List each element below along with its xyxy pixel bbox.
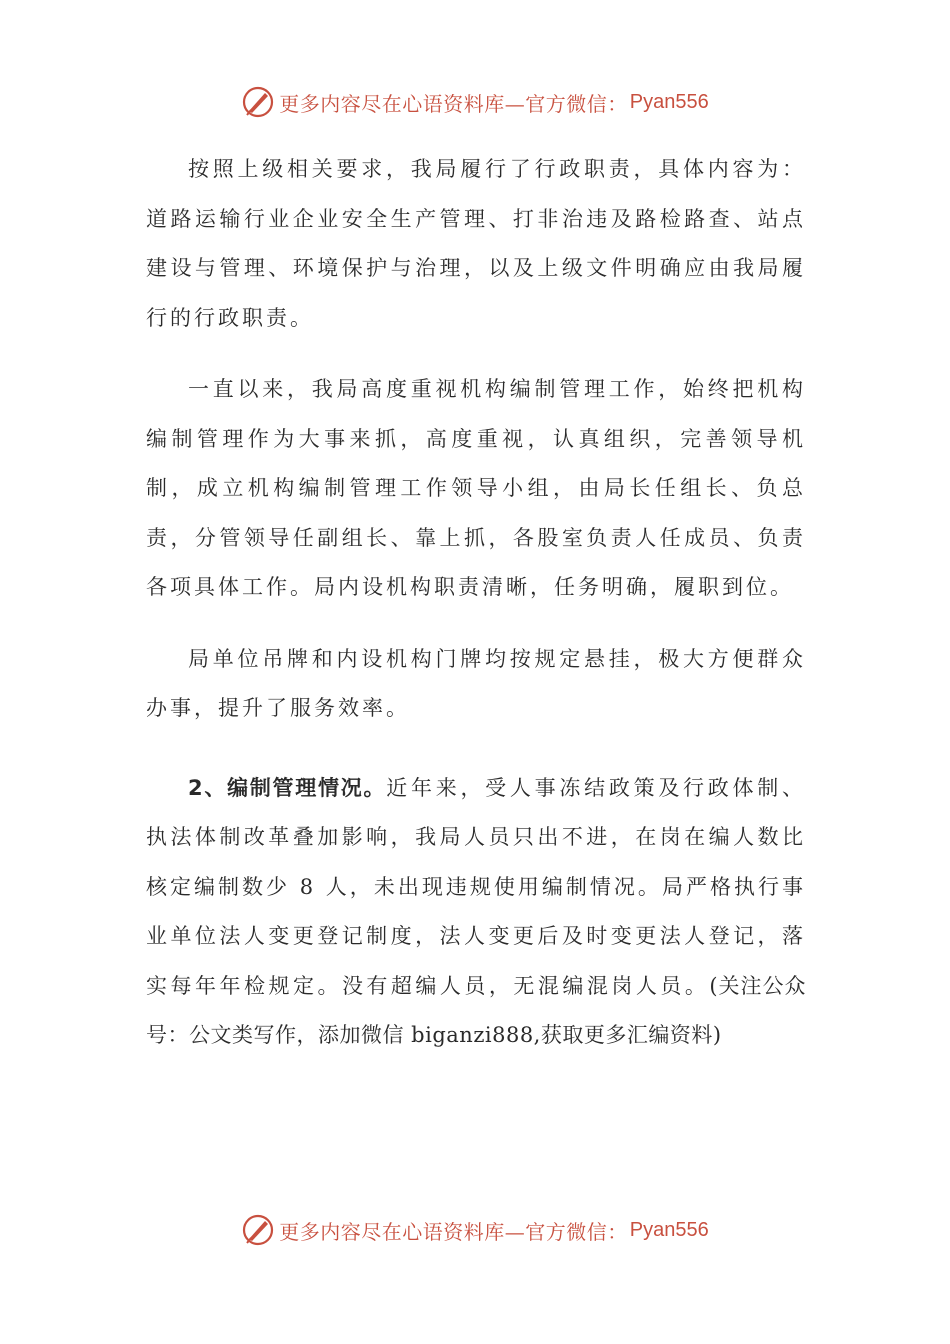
footer-watermark xyxy=(0,1210,950,1250)
section-heading: 2、编制管理情况。 xyxy=(188,775,387,800)
watermark-text: 更多内容尽在心语资料库—官方微信： xyxy=(279,1219,628,1244)
quill-logo-icon xyxy=(241,1213,275,1247)
header-watermark xyxy=(0,82,950,122)
staffing-body: 近年来，受人事冻结政策及行政体制、执法体制改革叠加影响，我局人员只出不进，在岗在编人数比核定编制数少 8 人，未出现违规使用编制情况。局严格执行事业单位法人变更登记制度，法人变更后及时变更法人登记，落实每年年检规定。没有超编人员，无混编混岗人员。 xyxy=(146,775,806,998)
paragraph-duties: 按照上级相关要求，我局履行了行政职责，具体内容为：道路运输行业企业安全生产管理、打非治违及路检路查、站点建设与管理、环境保护与治理，以及上级文件明确应由我局履行的行政职责。 xyxy=(146,157,806,330)
paragraph-organization: 一直以来，我局高度重视机构编制管理工作，始终把机构编制管理作为大事来抓，高度重视，认真组织，完善领导机制，成立机构编制管理工作领导小组，由局长任组长、负总责，分管领导任副组长、靠上抓，各股室负责人任成员、负责各项具体工作。局内设机构职责清晰，任务明确，履职到位。 xyxy=(146,377,806,599)
watermark-text: 更多内容尽在心语资料库—官方微信： xyxy=(279,91,628,116)
watermark-wechat-id: Pyan556 xyxy=(629,1218,709,1241)
document-body xyxy=(146,145,806,1061)
watermark-wechat-id: Pyan556 xyxy=(629,90,709,113)
paragraph-signage: 局单位吊牌和内设机构门牌均按规定悬挂，极大方便群众办事，提升了服务效率。 xyxy=(146,646,806,720)
quill-logo-icon xyxy=(241,85,275,119)
paragraph-staffing xyxy=(146,764,806,1061)
promo-note: (关注公众号：公文类写作，添加微信 biganzi888,获取更多汇编资料) xyxy=(146,973,806,1047)
